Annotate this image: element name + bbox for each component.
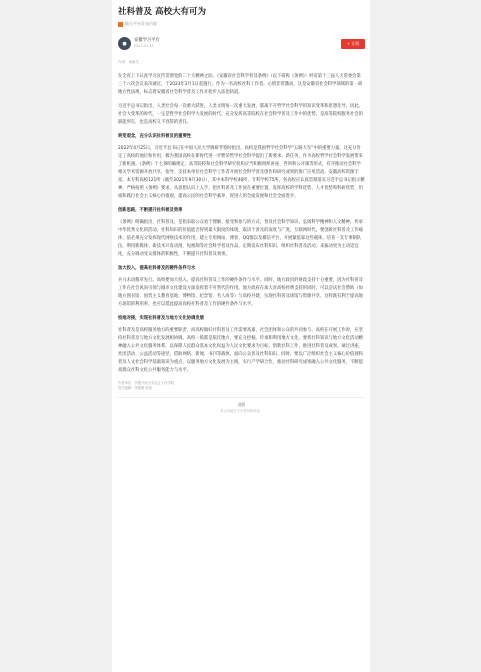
section-heading: 校地对接，实现社科普及与地方文化协调发展 (118, 316, 204, 321)
article-page (112, 0, 370, 672)
page-title: 社科普及 高校大有可为 (118, 7, 206, 17)
author-date: 2022-01-12 (134, 44, 154, 48)
bottom-sub: 本文为地方平台发布的内容。 (220, 409, 263, 413)
source-label: 地方平台发布内容 (125, 21, 157, 26)
paragraph: 社科普及是高校服务地方的重要职责，而高校做好社科普及工作需要高素，社会团体和公众的共同参与。高校在开展工作时，应坚持社科普及与地方文化发展相协调。高校一般都是依托地方，要充分挖掘、传承和利用地方文化，要将社科知识与地方文化活动精神融入公共文化服务体系，以保障人民群众基本文化权益为人民文化要求为目标，创新社科工作，推进社科普及成果。通过讲座、社团活动、公益活动等途径，借助网络、新闻、书刊等载体，面向公众普及社科知识。同时，要以广泛组织社会主义核心价值观和普及人文社会科学基础知识为重点，以服务地方文化发展为主线，实行产学研合作，推动社科研究成果融入公共文化服务，不断提高群众社科文化公共服务能力与水平。 (118, 328, 363, 373)
article-content (112, 0, 370, 414)
source-line (118, 21, 365, 27)
author-name[interactable]: 安徽学习平台 (134, 38, 160, 43)
section-heading: 加大投入，提高社科普及的硬件条件与水 (118, 266, 196, 271)
author-affiliation: 作者单位：安徽开放大学社会工作学院 (118, 381, 175, 385)
avatar[interactable]: ● (118, 37, 131, 50)
paragraph: 习近平总书记指出，人类社会每一次重大跃进，人类文明每一次重大发展，都离不开哲学社会科学的知识变革和思想先导。因此，社会大变革的时代，一定是哲学社会科学大发展的时代。充分发挥高等院校在社会科学普及工作中的优势，是高等院校服务社会的职能所在，也是高校义不容辞的责任。 (118, 104, 363, 125)
divider (118, 397, 365, 398)
section-heading: 创新思路，不断提升社科普及效果 (118, 208, 183, 213)
paragraph: 2022年4月25日，习近平总书记在中国人民大学调研考察时指出，高校是我国哲学社会科学“五路大军”中的重要力量。这充分肯定了高校的地位和作用，极为我国高校在新时代进一步繁荣哲学社会科学提出了新要求、新任务，作为高校哲学社会科学发展带来了新机遇。《条例》十七条明确规定，高等院校和社会科学研究机构应当积极组织讲座、咨询和公开课等形式，有序推动社会科学相关学术资源开放共享，指导、支持本单位社会科学工作者开展社会科学普及创作和研究成果的推广应用活动。安徽高校资源丰富，本专科高校121所（截至2021年9月30日），其中本科学校46所，专科学校75所。各高校应认真贯彻落实习近平总书记指示精神，严格按照《条例》要求，从思想认识上入手，把社科普及工作放在重要位置，发挥高校的学科优势、人才优势和科研优势，坦诚和践行社会主义核心价值观，提高公民的社会科学素养，促进人的全面发展和社会全面进步。 (118, 146, 365, 199)
author-bar (118, 37, 365, 50)
follow-button[interactable]: + 订阅 (341, 39, 365, 49)
responsible-editor: 责任编辑：张媛媛 郭伟 (118, 386, 153, 390)
paragraph: 兵马未动粮草先行。高校要加大投入，提高社科普及工作的硬件条件与水平。同时，地方政府的财政支持十分重要，因为社科普及工作在社会风尚引领与城市文化建设方面发挥着不可替代的作用。地方政府在加大对高校经费支持的同时，可以尝试社会赞助（如地方图书馆、国营主义教育基地、博物馆、纪念馆、名人故等）与高校共建，实现社科普及场馆与资源共享。这样既有利于提高地方场馆的利用率，也可以借此提高高校社科普及工作的硬件条件与水平。 (118, 278, 363, 307)
platform-icon (118, 22, 123, 27)
paragraph: 在全省上下认真学习宣传贯彻党的二十大精神之际，《安徽省社会科学普及条例》（以下简称《条例》）经省第十三届人大常委会第三十八次会议表决通过，于2023年1月1日起施行。作为一名高校社科工作者，心情非常激动，这是安徽省社会科学领域的第一部地方性法规，标志着安徽省社会科学普及工作开始步入法治轨道。 (118, 74, 363, 95)
bottom-title: 进版 (237, 402, 246, 407)
author-meta (134, 38, 341, 49)
paragraph: 《条例》明确指出，社科普及，是指采取公众易于理解、接受和参与的方式，普及社会科学知识，弘扬科学精神和人文精神，传承中华优秀文化的活动。社科知识的价值能否得到最大限度的体现，取决于普及的深度与广度。互联网时代，要创新社科普及工作载体、依必须充分发挥现代网络技术的作用，建立专用网站、博客、QQ群以及微信平台，开展紧依靠这些载体，培育一支专事朝队伍，利用新媒体、新技术开发动漫、短视频等社会科学普及作品，定期发布社科知识，组织社科普及活动，来拔动更为主动适宜化，充分调动受众群体的积极性，不断提升社科普及效果。 (118, 220, 363, 257)
editor-line: 作者：周雨尤 (118, 60, 139, 64)
bottom-notice (118, 402, 365, 414)
section-heading: 转变观念，充分认识社科普及的重要性 (118, 134, 192, 139)
